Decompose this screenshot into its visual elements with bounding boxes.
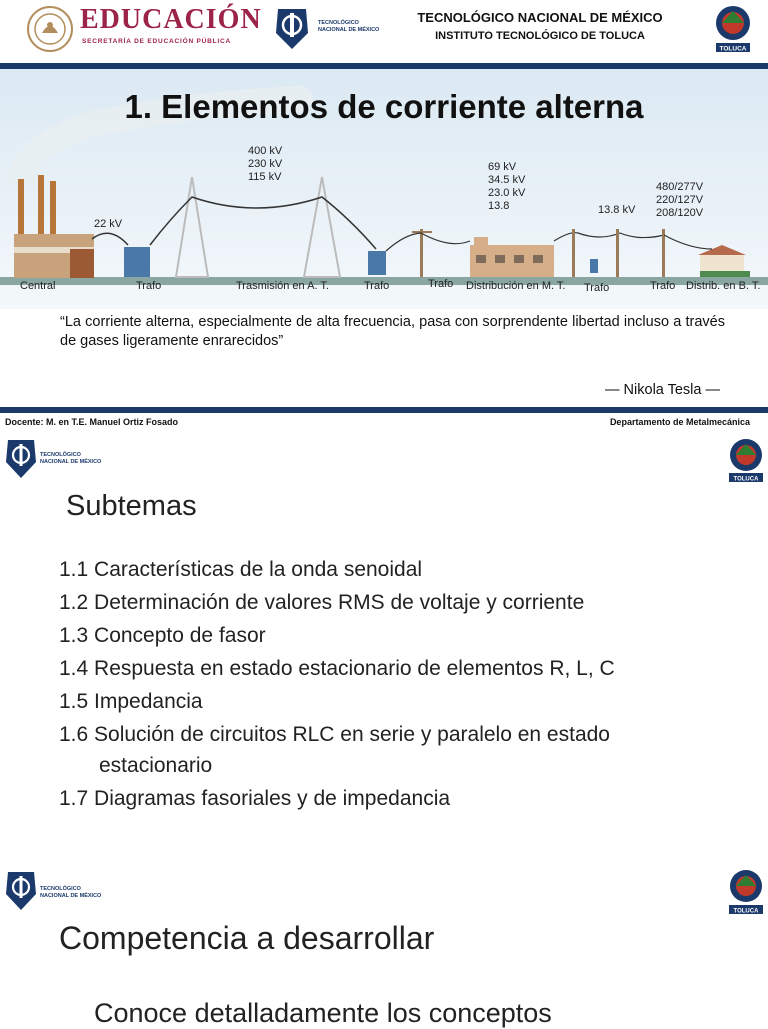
quote-author: — Nikola Tesla — — [605, 382, 720, 398]
slide1-title: 1. Elementos de corriente alterna — [124, 88, 644, 125]
transmission-voltages — [248, 145, 282, 184]
tecnm-logo-icon — [4, 866, 38, 916]
subtemas-list — [59, 554, 739, 816]
tecnm-line1: TECNOLÓGICO — [40, 452, 81, 458]
header-title: TECNOLÓGICO NACIONAL DE MÉXICO — [417, 10, 663, 25]
footer-docente: Docente: M. en T.E. Manuel Ortiz Fosado — [5, 417, 179, 427]
list-item — [59, 653, 739, 684]
toluca-logo-text: TOLUCA — [719, 45, 747, 53]
tecnm-line2: NACIONAL DE MÉXICO — [40, 459, 102, 465]
voltage-label: 400 kV — [248, 145, 283, 157]
educacion-logo-text: EDUCACIÓN — [80, 4, 262, 35]
toluca-logo-icon — [710, 3, 756, 55]
footer-departamento: Departamento de Metalmecánica — [609, 417, 750, 427]
sep-subtitle: SECRETARÍA DE EDUCACIÓN PÚBLICA — [82, 38, 232, 45]
mexico-seal-icon — [26, 5, 74, 53]
competencia-title: Competencia a desarrollar — [59, 920, 435, 956]
voltage-label: 480/277V — [656, 181, 704, 193]
stage-label-trafo: Trafo — [428, 278, 454, 290]
voltage-label: 34.5 kV — [488, 174, 526, 186]
tecnm-line2: NACIONAL DE MÉXICO — [40, 893, 102, 899]
voltage-label: 115 kV — [248, 171, 282, 183]
list-item — [59, 719, 739, 781]
subtema-text: 1.4 Respuesta en estado estacionario de elementos R, L, C — [59, 657, 615, 680]
toluca-logo-icon — [724, 436, 768, 484]
tecnm-logo-icon — [272, 3, 312, 53]
list-item — [59, 587, 739, 618]
subtema-continuation: estacionario — [99, 754, 213, 777]
stage-label-distrib-bt: Distrib. en B. T. — [686, 280, 761, 292]
bottom-divider-bar — [0, 407, 768, 413]
stage-label-trafo: Trafo — [584, 282, 610, 294]
tecnm-line1: TECNOLÓGICO — [318, 20, 359, 26]
tesla-quote: “La corriente alterna, especialmente de alta frecuencia, pasa con sorprendente libertad incluso a través de gases ligeramente enrarecidos” — [60, 314, 725, 349]
competencia-body: Conoce detalladamente los conceptos — [94, 998, 552, 1028]
low-voltages — [656, 181, 703, 220]
toluca-logo-icon — [724, 866, 768, 916]
subtema-text: 1.2 Determinación de valores RMS de voltaje y corriente — [59, 591, 585, 614]
voltage-label: 230 kV — [248, 158, 283, 170]
stage-label-trafo: Trafo — [650, 280, 676, 292]
voltage-label: 69 kV — [488, 161, 517, 173]
tecnm-line1: TECNOLÓGICO — [40, 886, 81, 892]
stage-label-trafo: Trafo — [364, 280, 390, 292]
list-item — [59, 686, 739, 717]
stage-label-trafo: Trafo — [136, 280, 162, 292]
stage-label-transmision: Trasmisión en A. T. — [236, 280, 329, 292]
subtema-text: 1.1 Características de la onda senoidal — [59, 558, 423, 581]
subtema-text: 1.7 Diagramas fasoriales y de impedancia — [59, 787, 451, 810]
voltage-label: 208/120V — [656, 207, 704, 219]
tecnm-wordmark — [318, 20, 379, 34]
toluca-logo-text: TOLUCA — [733, 476, 759, 483]
mid-voltage: 13.8 kV — [598, 204, 636, 216]
subtema-text: 1.6 Solución de circuitos RLC en serie y paralelo en estado — [59, 723, 610, 746]
voltage-label: 220/127V — [656, 194, 704, 206]
voltage-label: 23.0 kV — [488, 187, 526, 199]
stage-label-distribucion: Distribución en M. T. — [466, 280, 566, 292]
subtema-text: 1.3 Concepto de fasor — [59, 624, 266, 647]
tecnm-logo-icon — [4, 434, 38, 482]
toluca-logo-text: TOLUCA — [733, 908, 759, 915]
list-item — [59, 620, 739, 651]
list-item — [59, 554, 739, 585]
generation-voltage: 22 kV — [94, 218, 123, 230]
tecnm-wordmark — [40, 886, 101, 900]
tecnm-line2: NACIONAL DE MÉXICO — [318, 27, 380, 33]
distribution-voltages — [488, 161, 525, 213]
header-subtitle: INSTITUTO TECNOLÓGICO DE TOLUCA — [435, 30, 645, 42]
stage-label-central: Central — [20, 280, 56, 292]
voltage-label: 13.8 — [488, 200, 510, 212]
subtemas-title: Subtemas — [66, 490, 197, 522]
list-item — [59, 783, 739, 814]
subtema-text: 1.5 Impedancia — [59, 690, 203, 713]
tecnm-wordmark — [40, 452, 101, 466]
